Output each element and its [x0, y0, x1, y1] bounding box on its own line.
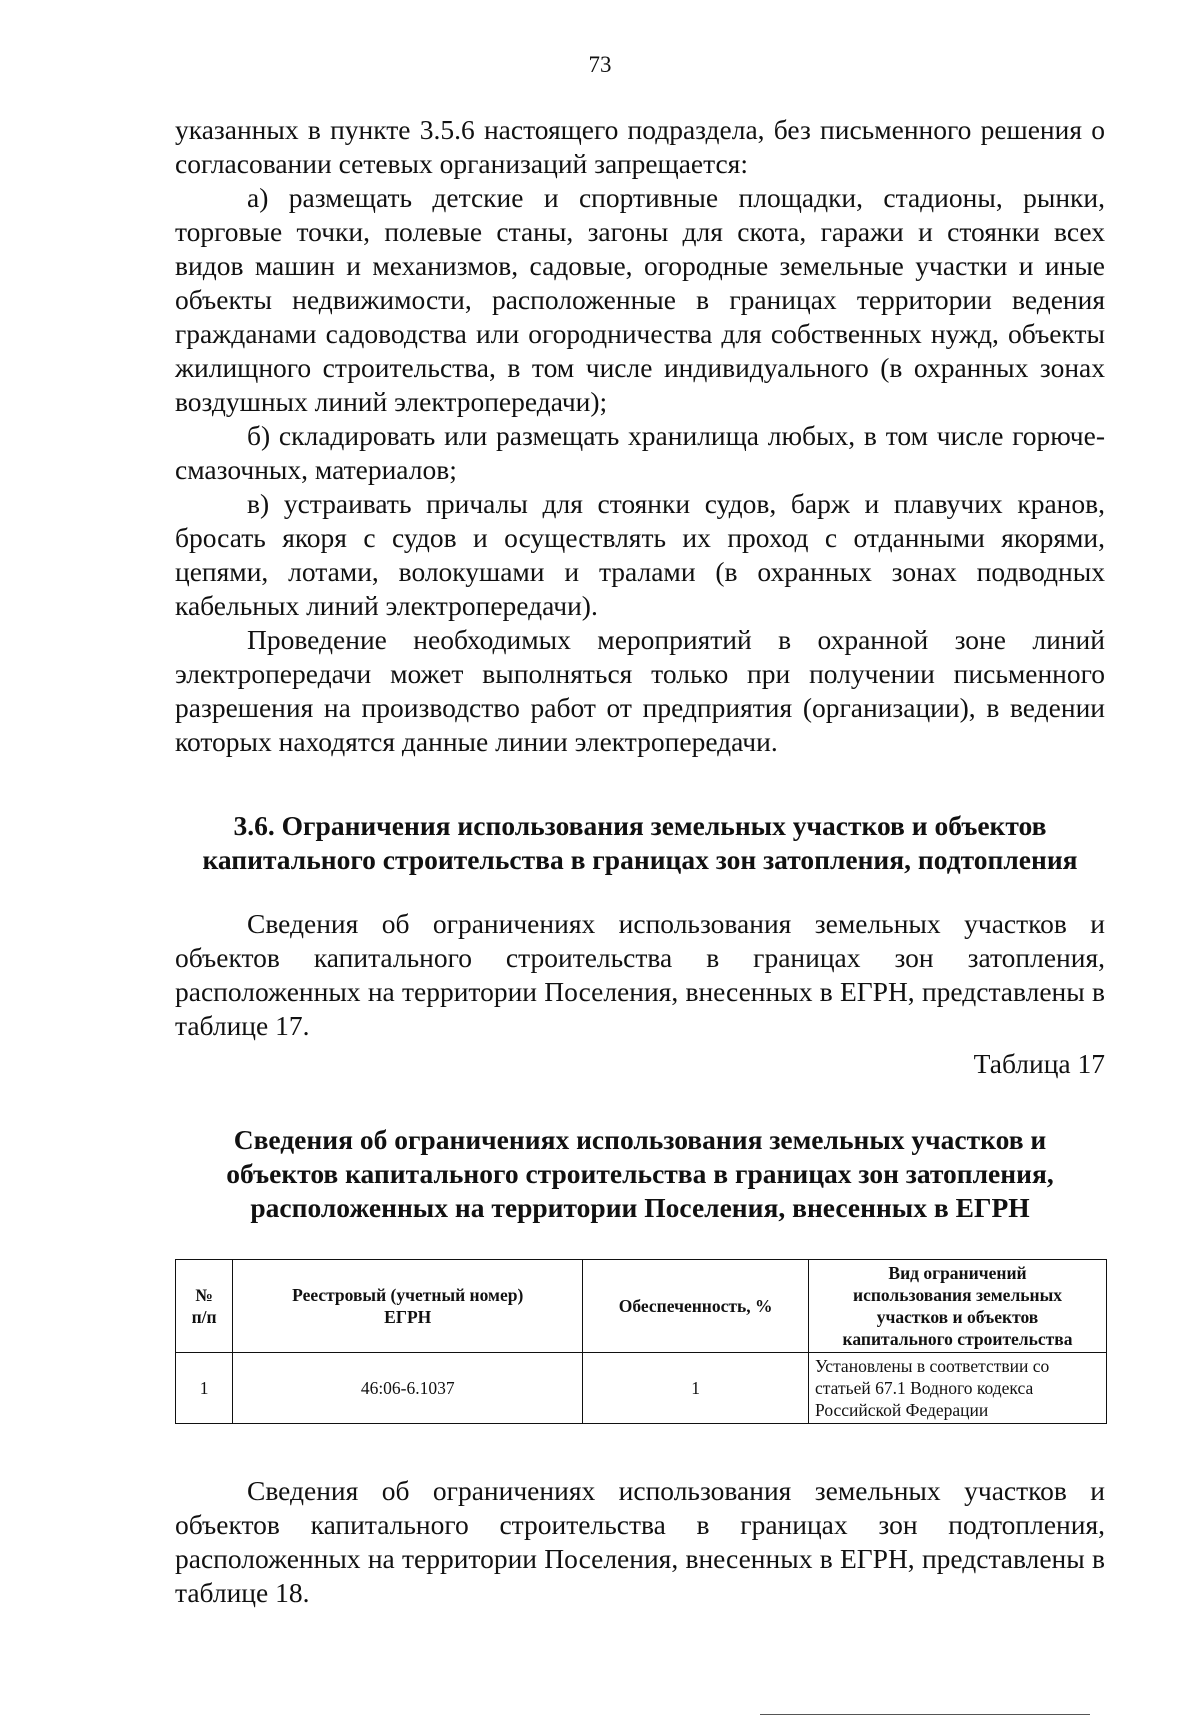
paragraph-table18-reference: Сведения об ограничениях использования земельных участков и объектов капитального строительства в границах зон подтопления, расположенных на территории Поселения, внесенных в ЕГРН, представлены в таблице 18. [175, 1475, 1105, 1608]
table-row [176, 1353, 1107, 1424]
page-number: 73 [588, 52, 612, 77]
section-heading-line: капитального строительства в границах зон затопления, подтопления [202, 844, 1078, 875]
document-body [175, 113, 1105, 1610]
table-header-row [176, 1260, 1107, 1353]
section-heading [175, 809, 1105, 877]
header-number: № п/п [176, 1260, 233, 1353]
bottom-divider [760, 1714, 1090, 1715]
section-intro-paragraph: Сведения об ограничениях использования земельных участков и объектов капитального строительства в границах зон затопления, расположенных на территории Поселения, внесенных в ЕГРН, представлены в таблице 17. [175, 908, 1105, 1041]
table-label: Таблица 17 [973, 1048, 1105, 1079]
restrictions-table [175, 1259, 1107, 1424]
header-provision: Обеспеченность, % [583, 1260, 809, 1353]
cell-restriction-type: Установлены в соответствии со статьей 67.1 Водного кодекса Российской Федерации [809, 1353, 1107, 1424]
cell-registry-number: 46:06-6.1037 [233, 1353, 583, 1424]
table-title-line: объектов капитального строительства в границах зон затопления, [226, 1158, 1054, 1189]
cell-provision: 1 [583, 1353, 809, 1424]
section-heading-line: 3.6. Ограничения использования земельных участков и объектов [233, 810, 1047, 841]
paragraph-works-permission: Проведение необходимых мероприятий в охранной зоне линий электропередачи может выполняться только при получении письменного разрешения на производство работ от предприятия (организации), в ведении которых находятся данные линии электропередачи. [175, 624, 1105, 757]
header-registry-number: Реестровый (учетный номер) ЕГРН [233, 1260, 583, 1353]
table-title [175, 1123, 1105, 1225]
paragraph-item-b: б) складировать или размещать хранилища любых, в том числе горюче-смазочных, материалов; [175, 420, 1105, 485]
header-restriction-type: Вид ограничений использования земельных участков и объектов капитального строительства [809, 1260, 1107, 1353]
paragraph-item-a: а) размещать детские и спортивные площадки, стадионы, рынки, торговые точки, полевые станы, загоны для скота, гаражи и стоянки всех видов машин и механизмов, садовые, огородные земельные участки и иные объекты недвижимости, расположенные в границах территории ведения гражданами садоводства или огородничества для собственных нужд, объекты жилищного строительства, в том числе индивидуального (в охранных зонах воздушных линий электропередачи); [175, 182, 1105, 417]
table-title-line: расположенных на территории Поселения, внесенных в ЕГРН [250, 1192, 1030, 1223]
cell-number: 1 [176, 1353, 233, 1424]
paragraph-item-v: в) устраивать причалы для стоянки судов, барж и плавучих кранов, бросать якоря с судов и осуществлять их проход с отданными якорями, цепями, лотами, волокушами и тралами (в охранных зонах подводных кабельных линий электропередачи). [175, 488, 1105, 621]
paragraph-continuation: указанных в пункте 3.5.6 настоящего подраздела, без письменного решения о согласовании сетевых организаций запрещается: [175, 114, 1105, 179]
table-title-line: Сведения об ограничениях использования земельных участков и [233, 1124, 1047, 1155]
